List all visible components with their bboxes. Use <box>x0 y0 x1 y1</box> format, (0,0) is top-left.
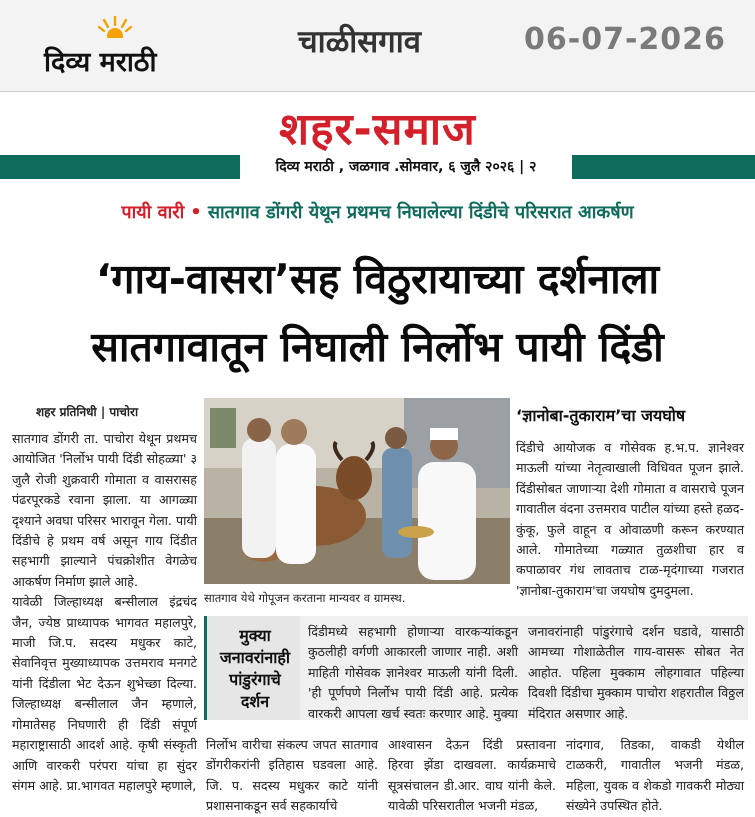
headline-line-1: ‘गाय-वासरा’सह विठुरायाच्या दर्शनाला <box>95 255 660 303</box>
section-band <box>0 155 755 179</box>
sun-icon <box>98 16 132 38</box>
article-photo[interactable] <box>204 398 510 584</box>
kicker-dot: • <box>190 202 202 223</box>
article-column-1 <box>12 429 197 796</box>
bottom-column-3: नांदगाव, तिडका, वाकडी येथील टाळकरी, गावातील भजनी मंडळ, महिला, युवक व शेकडो गावकरी मोठ्या संख्येने उपस्थित होते. <box>566 737 744 814</box>
headline-line-2: सातगावातून निघाली निर्लोभ पायी दिंडी <box>91 323 664 371</box>
edition-city: चाळीसगाव <box>298 24 421 60</box>
edition-date: 06-07-2026 <box>524 22 726 57</box>
paragraph: यावेळी जिल्हाध्यक्ष बन्सीलाल इंद्रचंद जैन, ज्येष्ठ प्राध्यापक भागवत महालपुरे, माजी जि.प. सदस्य मधुकर काटे, सेवानिवृत्त मुख्याध्यापक उत्तमराव मनगटे यांनी दिंडीला भेट देऊन शुभेच्छा दिल्या. जिल्हाध्यक्ष बन्सीलाल जैन म्हणाले, गोमातेसह निघणारी ही दिंडी संपूर्ण महाराष्ट्रासाठी आदर्श आहे. कृषी संस्कृती आणि वारकरी परंपरा यांचा हा सुंदर संगम आहे. प्रा.भागवत महालपुरे म्हणाले, <box>12 594 197 793</box>
photo-illustration <box>204 398 510 584</box>
sub-heading: ‘ज्ञानोबा-तुकाराम’चा जयघोष <box>516 406 686 425</box>
article-kicker <box>0 200 755 234</box>
pull-line: मुक्या <box>239 626 271 645</box>
bottom-column-1: निर्लोभ वारीचा संकल्प जपत सातगाव डोंगरीकरांनी इतिहास घडवला आहे. जि. प. सदस्य मधुकर काटे यांनी प्रशासनाकडून सर्व सहकार्याचे <box>206 737 378 814</box>
pull-line: जनावरांनाही <box>219 648 291 667</box>
pull-line: पांडुरंगाचे <box>229 670 281 689</box>
logo-wordmark: दिव्य मराठी <box>44 47 157 78</box>
pull-quote <box>204 616 300 720</box>
highlight-column-2: जनावरांनाही पांडुरंगाचे दर्शन घडावे, यासाठी आमच्या गोशाळेतील गाय-वासरू सोबत नेत आहोत. पहिला मुक्काम लोहगावात पहिल्या दिवशी दिंडीचा मुक्काम पाचोरा शहरातील विठ्ठल मंदिरात असणार आहे. <box>528 624 744 721</box>
pull-line: दर्शन <box>240 692 270 711</box>
masthead-bar <box>0 0 755 92</box>
band-right <box>572 155 755 179</box>
section-title: शहर-समाज <box>279 104 476 155</box>
page-meta: दिव्य मराठी , जळगाव .सोमवार, ६ जुलै २०२६ | २ <box>240 155 572 179</box>
kicker-label: पायी वारी <box>121 202 185 223</box>
paragraph: सातगाव डोंगरी ता. पाचोरा येथून प्रथमच आयोजित 'निर्लोभ पायी दिंडी सोहळ्या' ३ जुलै रोजी शुक्रवारी गोमाता व वासरासह पंढरपूरकडे रवाना झाला. या आगळ्या दृश्याने अवघा परिसर भारावून गेला. पायी दिंडीचे हे प्रथम वर्ष असून गाय दिंडीत सहभागी झाल्याने पंचक्रोशीत वेगळेच आकर्षण निर्माण झाले आहे. <box>12 431 198 589</box>
article-column-right: दिंडीचे आयोजक व गोसेवक ह.भ.प. ज्ञानेश्वर माऊली यांच्या नेतृत्वाखाली विधिवत पूजन झाले. दिंडीसोबत जाणाऱ्या देशी गोमाता व वासराचे पूजन गावातील वंदना उत्तमराव पाटील यांच्या हस्ते हळद-कुंकू, फुले वाहून व ओवाळणी करून करण्यात आले. गोमातेच्या गळ्यात तुळशीचा हार व कपाळावर गंध लावताच टाळ-मृदंगाच्या गजरात 'ज्ञानोबा-तुकाराम'चा जयघोष दुमदुमला. <box>516 440 744 598</box>
highlight-column-1: दिंडीमध्ये सहभागी होणाऱ्या वारकऱ्यांकडून कुठलीही वर्गणी आकारली जाणार नाही. अशी माहिती गोसेवक ज्ञानेश्वर माऊली यांनी दिली. 'ही पूर्णपणे निर्लोभ पायी दिंडी आहे. प्रत्येक वारकरी आपला खर्च स्वतः करणार आहे. मुक्या <box>308 624 519 721</box>
byline: शहर प्रतिनिधी | पाचोरा <box>36 405 139 419</box>
photo-caption: सातगाव येथे गोपूजन करताना मान्यवर व ग्रामस्थ. <box>204 591 406 605</box>
kicker-text: सातगाव डोंगरी येथून प्रथमच निघालेल्या दिंडीचे परिसरात आकर्षण <box>207 202 634 223</box>
divya-marathi-logo[interactable] <box>40 12 190 82</box>
bottom-column-2: आश्वासन देऊन दिंडी प्रस्तावना हिरवा झेंडा दाखवला. कार्यक्रमाचे सूत्रसंचालन डी.आर. वाघ यांनी केले. यावेळी परिसरातील भजनी मंडळ, <box>388 737 556 814</box>
band-left <box>0 155 240 179</box>
